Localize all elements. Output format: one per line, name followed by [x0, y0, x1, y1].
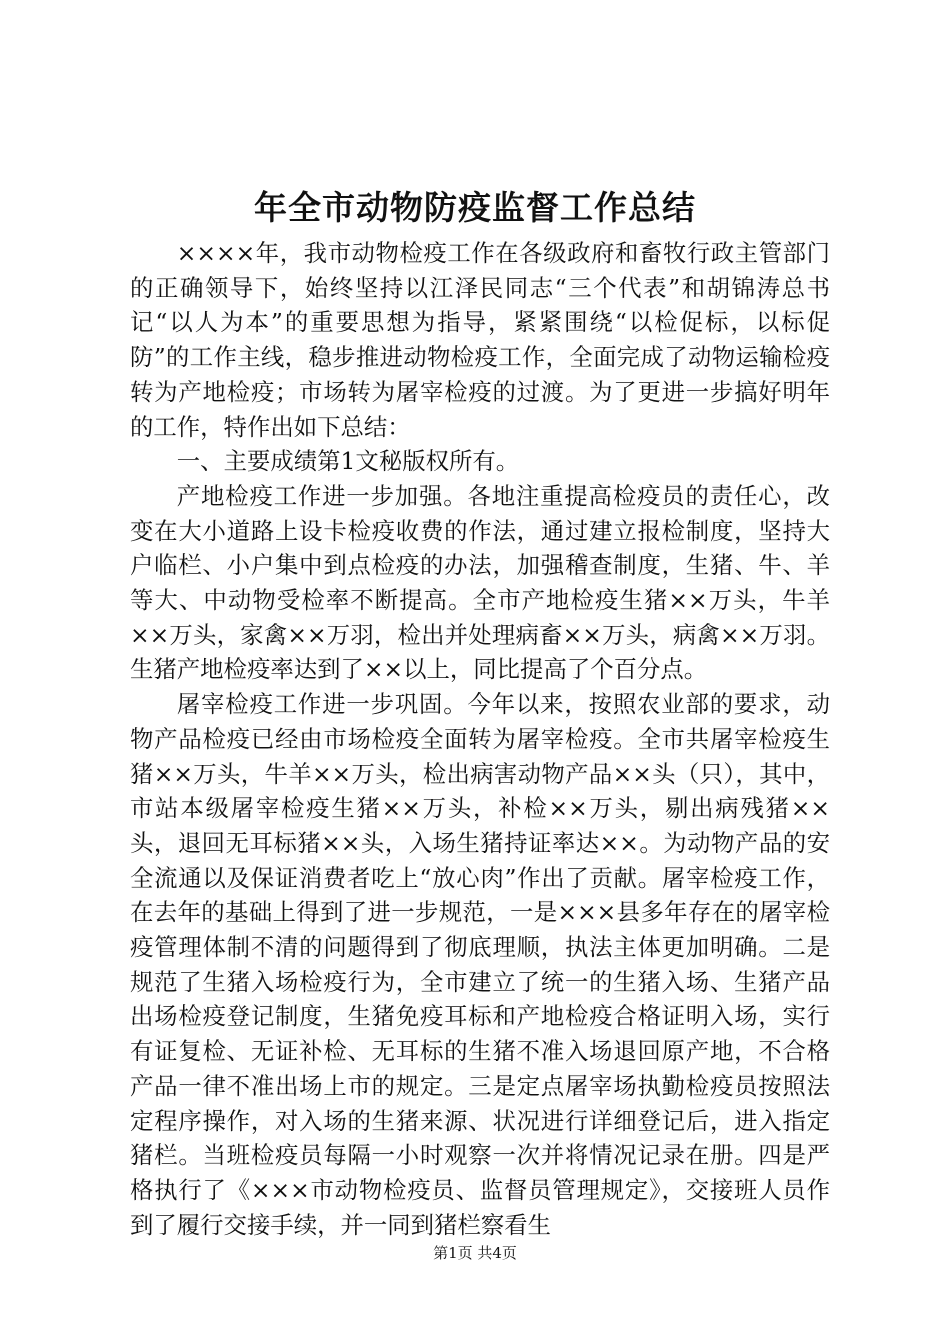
document-body — [130, 236, 830, 1242]
paragraph-intro: ××××年，我市动物检疫工作在各级政府和畜牧行政主管部门的正确领导下，始终坚持以江泽民同志“三个代表”和胡锦涛总书记“以人为本”的重要思想为指导，紧紧围绕“以检促标，以标促防”的工作主线，稳步推进动物检疫工作，全面完成了动物运输检疫转为产地检疫；市场转为屠宰检疫的过渡。为了更进一步搞好明年的工作，特作出如下总结： — [130, 239, 830, 441]
paragraph-origin-inspection: 产地检疫工作进一步加强。各地注重提高检疫员的责任心，改变在大小道路上设卡检疫收费的作法，通过建立报检制度，坚持大户临栏、小户集中到点检疫的办法，加强稽查制度，生猪、牛、羊等大、中动物受检率不断提高。全市产地检疫生猪××万头，牛羊××万头，家禽××万羽，检出并处理病畜××万头，病禽××万羽。生猪产地检疫率达到了××以上，同比提高了个百分点。 — [130, 481, 830, 684]
paragraph-section-heading: 一、主要成绩第1文秘版权所有。 — [176, 447, 520, 476]
page-footer: 第1页 共4页 — [433, 1244, 517, 1262]
document-title: 年全市动物防疫监督工作总结 — [254, 188, 696, 227]
paragraph-slaughter-inspection: 屠宰检疫工作进一步巩固。今年以来，按照农业部的要求，动物产品检疫已经由市场检疫全面转为屠宰检疫。全市共屠宰检疫生猪××万头，牛羊××万头，检出病害动物产品××头（只），其中，市站本级屠宰检疫生猪××万头，补检××万头，剔出病残猪××头，退回无耳标猪××头，入场生猪持证率达××。为动物产品的安全流通以及保证消费者吃上“放心肉”作出了贡献。屠宰检疫工作，在去年的基础上得到了进一步规范，一是×××县多年存在的屠宰检疫管理体制不清的问题得到了彻底理顺，执法主体更加明确。二是规范了生猪入场检疫行为，全市建立了统一的生猪入场、生猪产品出场检疫登记制度，生猪免疫耳标和产地检疫合格证明入场，实行有证复检、无证补检、无耳标的生猪不准入场退回原产地，不合格产品一律不准出场上市的规定。三是定点屠宰场执勤检疫员按照法定程序操作，对入场的生猪来源、状况进行详细登记后，进入指定猪栏。当班检疫员每隔一小时观察一次并将情况记录在册。四是严格执行了《×××市动物检疫员、监督员管理规定》，交接班人员作到了履行交接手续，并一同到猪栏察看生 — [130, 690, 830, 1239]
